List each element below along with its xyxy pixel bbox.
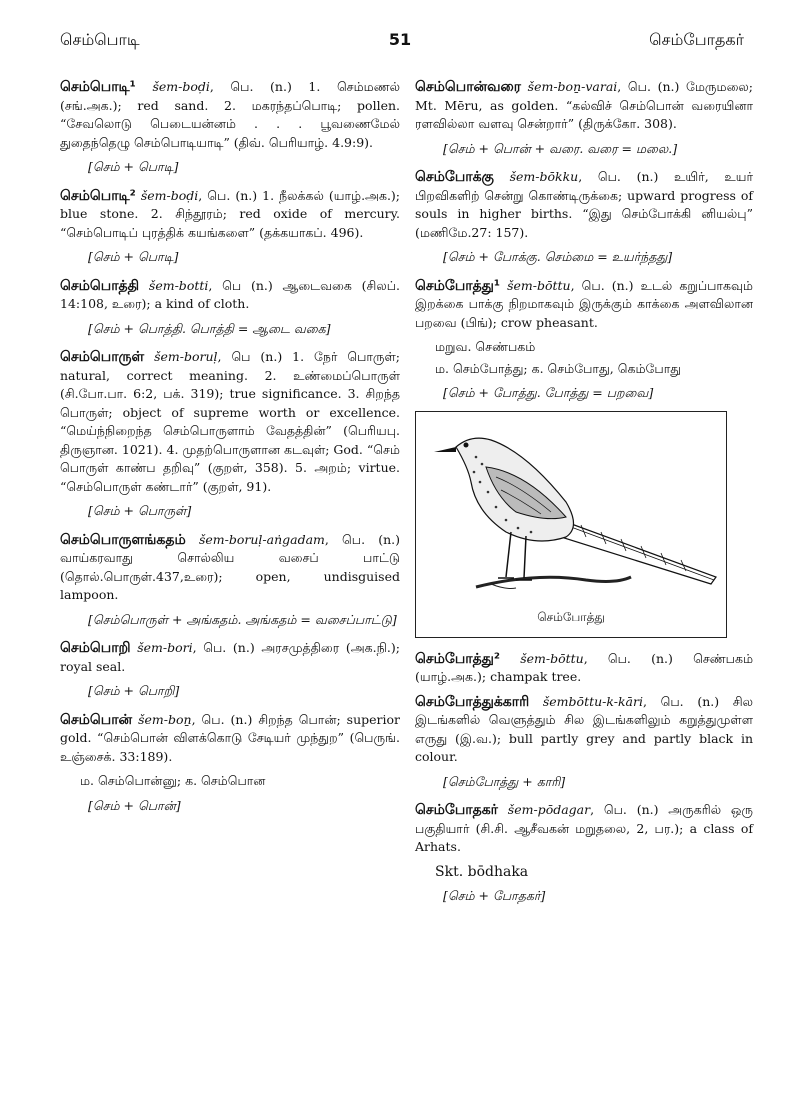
- dictionary-entry: [415, 277, 753, 333]
- transliteration: šem-boruḷ: [154, 349, 218, 364]
- definition: , பெ (n.) 1. நேர் பொருள்; natural, correct meaning. 2. உண்மைப்பொருள் (சி.போ.பா. 6:2, பக். 319); true significance. 3. சிறந்த பொருள்; object of supreme worth or excellence. “மெய்ந்நிறைந்த செம்பொருளாம் வேதத்தின்” (பெரியபு. திருஞான. 1021). 4. முதற்பொருளான கடவுள்; God. “செம் பொருள் காண்ப தறிவு” (குறள், 358). 5. அறம்; virtue. “செம்பொருள் கண்டார்” (குறள், 91).: [60, 349, 400, 494]
- etymology: [செம்போத்து + காரி]: [443, 773, 566, 789]
- dictionary-entry: [415, 801, 753, 857]
- definition: , பெ. (n.) 1. நீலக்கல் (யாழ்.அக.); blue stone. 2. சிந்தூரம்; red oxide of mercury. “செம்பொடிப் புரத்திக் கயங்களை” (தக்கயாகப். 496).: [60, 187, 401, 240]
- headword: செம்பொத்தி: [60, 277, 140, 294]
- definition: , பெ. (n.) வாய்கரவாது சொல்லிய வசைப் பாட்டு (தொல்.பொருள்.437,உரை); open, undisguised lampoon.: [60, 531, 400, 602]
- transliteration: šem-boḍi: [152, 79, 210, 94]
- definition: , பெ. (n.) உடல் கறுப்பாகவும் இறக்கை பாக்கு நிறமாகவும் இருக்கும் காக்கை அளவிலான பறவை (பிங்); crow pheasant.: [415, 277, 753, 330]
- definition: , பெ. (n.) உயிர், உயர் பிறவிகளிற் சென்று கொண்டிருக்கை; upward progress of souls in higher births. “இது செம்போக்கி னியல்பு” (மணிமே.27: 157).: [415, 169, 753, 240]
- right-column: [415, 78, 753, 916]
- crow-pheasant-illustration-icon: [416, 412, 726, 612]
- running-head-right: செம்போதகர்: [649, 30, 744, 49]
- etymology: [செம்பொருள் + அங்கதம். அங்கதம் = வசைப்பாட்டு]: [88, 611, 397, 627]
- dictionary-entry: [415, 78, 753, 134]
- headword: செம்போத்து¹: [415, 277, 500, 294]
- etymology: [செம் + பொத்தி. பொத்தி = ஆடை வகை]: [88, 320, 331, 336]
- dictionary-entry: [60, 187, 400, 243]
- synonym-note: மறுவ. செண்பகம்: [435, 339, 536, 354]
- etymology: [செம் + பொருள்]: [88, 503, 192, 518]
- etymology: [செம் + பொடி]: [88, 249, 179, 264]
- page-header: [36, 30, 764, 54]
- definition: , பெ. (n.) சில இடங்களில் வெளுத்தும் சில இடங்களிலும் கறுத்துமுள்ள எருது (இ.வ.); bull partly grey and partly black in colour.: [415, 693, 754, 764]
- transliteration: šem-bori: [137, 640, 193, 655]
- headword: செம்பொன்: [60, 711, 133, 728]
- definition: , பெ. (n.) அருகரில் ஒரு பகுதியார் (சி.சி. ஆசீவகன் மறுதலை, 2, பர.); a class of Arhats.: [415, 802, 753, 854]
- sanskrit-note: Skt. bōdhaka: [435, 863, 529, 880]
- transliteration: šem-bōkku: [509, 169, 579, 184]
- definition: , பெ. (n.) 1. செம்மணல் (சங்.அக.); red sand. 2. மகரந்தப்பொடி; pollen. “சேவலொடு பெடையன்னம் . . . பூவணைமேல் துதைந்தெழு செம்பொடியாடி” (திவ். பெரியாழ். 4.9:9).: [60, 79, 400, 150]
- dictionary-entry: [60, 277, 400, 314]
- headword: செம்பொறி: [60, 640, 131, 656]
- headword: செம்பொன்வரை: [415, 79, 521, 95]
- transliteration: šem-boruḷ-aṅgadam: [198, 531, 325, 547]
- dictionary-entry: [415, 168, 753, 242]
- dictionary-entry: [415, 650, 753, 687]
- definition: , பெ (n.) ஆடைவகை (சிலப். 14:108, உரை); a kind of cloth.: [60, 277, 400, 311]
- transliteration: šem-bōttu: [507, 277, 571, 293]
- page-number: 51: [388, 30, 412, 49]
- dictionary-entry: [60, 348, 400, 496]
- left-column: [60, 78, 400, 825]
- headword: செம்பொடி²: [60, 187, 136, 204]
- dictionary-entry: [60, 78, 400, 152]
- definition: , பெ. (n.) சிறந்த பொன்; superior gold. “செம்பொன் விளக்கொடு சேடியர் முந்துற” (பெருங். உஞ்சைக். 33:189).: [60, 711, 400, 764]
- transliteration: šem-bōttu: [520, 650, 584, 666]
- transliteration: šembōttu-k-kāri: [542, 693, 643, 709]
- running-head-left: செம்பொடி: [60, 30, 140, 49]
- etymology: [செம் + போத்து. போத்து = பறவை]: [443, 385, 654, 400]
- etymology: [செம் + போக்கு. செம்மை = உயர்ந்தது]: [443, 249, 673, 264]
- dictionary-entry: [60, 531, 400, 605]
- headword: செம்போத்துக்காரி: [415, 693, 530, 710]
- etymology: [செம் + பொன் + வரை. வரை = மலை.]: [443, 140, 678, 156]
- bird-illustration-figure: [415, 411, 727, 638]
- transliteration: šem-botti: [148, 277, 209, 293]
- cognate-note: ம. செம்போத்து; க. செம்போது, கெம்போது: [435, 360, 682, 376]
- transliteration: šem-boṉ: [138, 711, 192, 727]
- cognate-note: ம. செம்பொன்னு; க. செம்பொன: [80, 773, 266, 788]
- figure-caption: செம்போத்து: [537, 610, 605, 624]
- headword: செம்பொருள்: [60, 349, 145, 365]
- headword: செம்பொடி¹: [60, 79, 136, 95]
- dictionary-entry: [415, 693, 753, 767]
- dictionary-entry: [60, 639, 400, 676]
- definition: , பெ. (n.) மேருமலை; Mt. Mēru, as golden. “கல்விச் செம்பொன் வரையினா ரளவில்லா வளவு சென்றார்” (திருக்கோ. 308).: [415, 79, 753, 131]
- headword: செம்போத்து²: [415, 650, 500, 667]
- transliteration: šem-pōdagar: [507, 802, 591, 817]
- etymology: [செம் + பொடி]: [88, 159, 179, 174]
- headword: செம்போக்கு: [415, 169, 494, 185]
- etymology: [செம் + போதகர்]: [443, 888, 546, 903]
- transliteration: šem-boḍi: [140, 187, 199, 203]
- headword: செம்போதகர்: [415, 802, 498, 818]
- etymology: [செம் + பொன்]: [88, 797, 181, 813]
- dictionary-entry: [60, 711, 400, 767]
- transliteration: šem-boṉ-varai: [527, 79, 618, 94]
- definition: , பெ. (n.) அரசமுத்திரை (அக.நி.); royal seal.: [60, 640, 400, 674]
- headword: செம்பொருளங்கதம்: [60, 531, 186, 548]
- etymology: [செம் + பொறி]: [88, 683, 180, 698]
- definition: , பெ. (n.) செண்பகம் (யாழ்.அக.); champak tree.: [415, 650, 753, 684]
